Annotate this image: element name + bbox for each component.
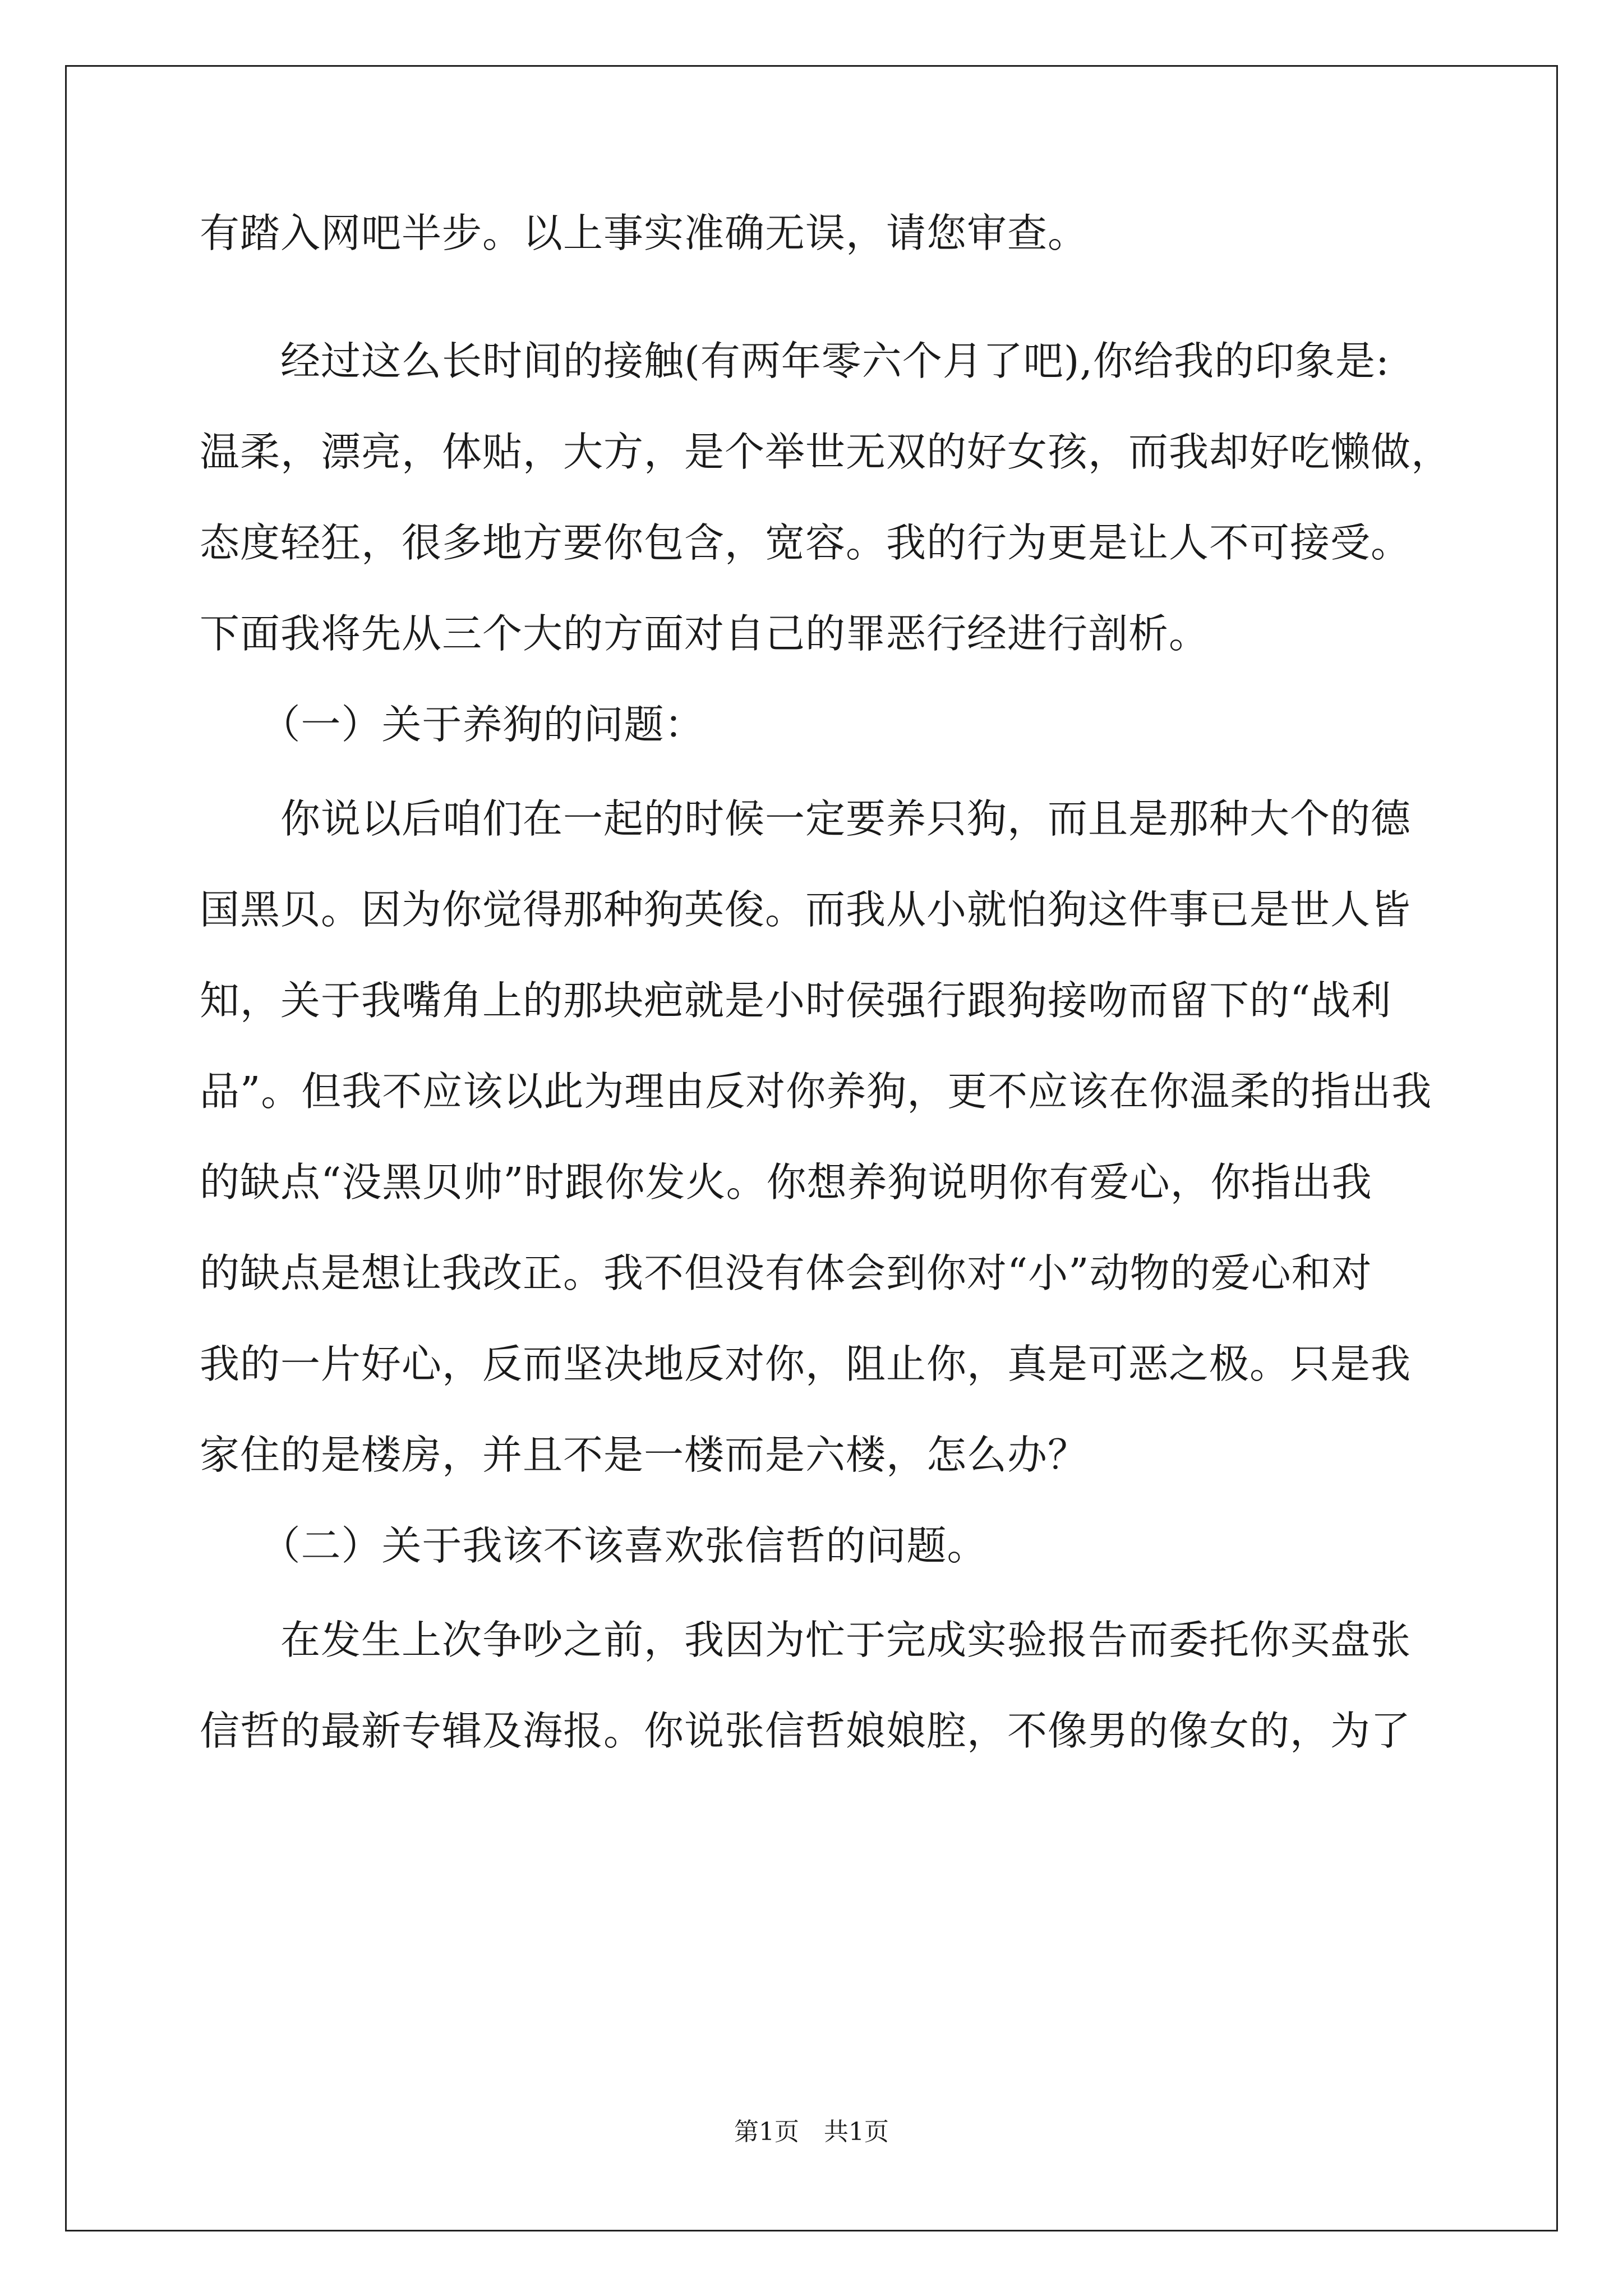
section-heading: （二）关于我该不该喜欢张信哲的问题。 bbox=[200, 1522, 988, 1569]
text-line: 在发生上次争吵之前，我因为忙于完成实验报告而委托你买盘张 bbox=[200, 1617, 1412, 1663]
text-line: 国黑贝。因为你觉得那种狗英俊。而我从小就怕狗这件事已是世人皆 bbox=[200, 886, 1412, 933]
text-line: 的缺点是想让我改正。我不但没有体会到你对“小”动物的爱心和对 bbox=[200, 1250, 1372, 1296]
text-line: 有踏入网吧半步。以上事实准确无误，请您审查。 bbox=[200, 210, 1089, 256]
text-line: 我的一片好心，反而坚决地反对你，阻止你，真是可恶之极。只是我 bbox=[200, 1341, 1412, 1387]
section-heading: （一）关于养狗的问题： bbox=[200, 701, 705, 748]
text-line: 态度轻狂，很多地方要你包含，宽容。我的行为更是让人不可接受。 bbox=[200, 519, 1412, 566]
page-footer bbox=[0, 2119, 1623, 2146]
text-line: 品”。但我不应该以此为理由反对你养狗，更不应该在你温柔的指出我 bbox=[200, 1068, 1432, 1115]
text-line: 你说以后咱们在一起的时候一定要养只狗，而且是那种大个的德 bbox=[200, 795, 1412, 842]
page-total: 共1页 bbox=[824, 2118, 889, 2146]
text-line: 的缺点“没黑贝帅”时跟你发火。你想养狗说明你有爱心，你指出我 bbox=[200, 1159, 1372, 1205]
text-line: 家住的是楼房，并且不是一楼而是六楼，怎么办？ bbox=[200, 1432, 1089, 1478]
text-line: 信哲的最新专辑及海报。你说张信哲娘娘腔，不像男的像女的，为了 bbox=[200, 1708, 1412, 1754]
text-line: 温柔，漂亮，体贴，大方，是个举世无双的好女孩，而我却好吃懒做， bbox=[200, 429, 1452, 475]
text-line: 下面我将先从三个大的方面对自己的罪恶行经进行剖析。 bbox=[200, 610, 1210, 657]
page-border bbox=[65, 65, 1558, 2231]
text-line: 经过这么长时间的接触(有两年零六个月了吧),你给我的印象是: bbox=[200, 338, 1390, 384]
page-number: 第1页 bbox=[734, 2118, 799, 2146]
text-line: 知，关于我嘴角上的那块疤就是小时侯强行跟狗接吻而留下的“战利 bbox=[200, 977, 1392, 1024]
